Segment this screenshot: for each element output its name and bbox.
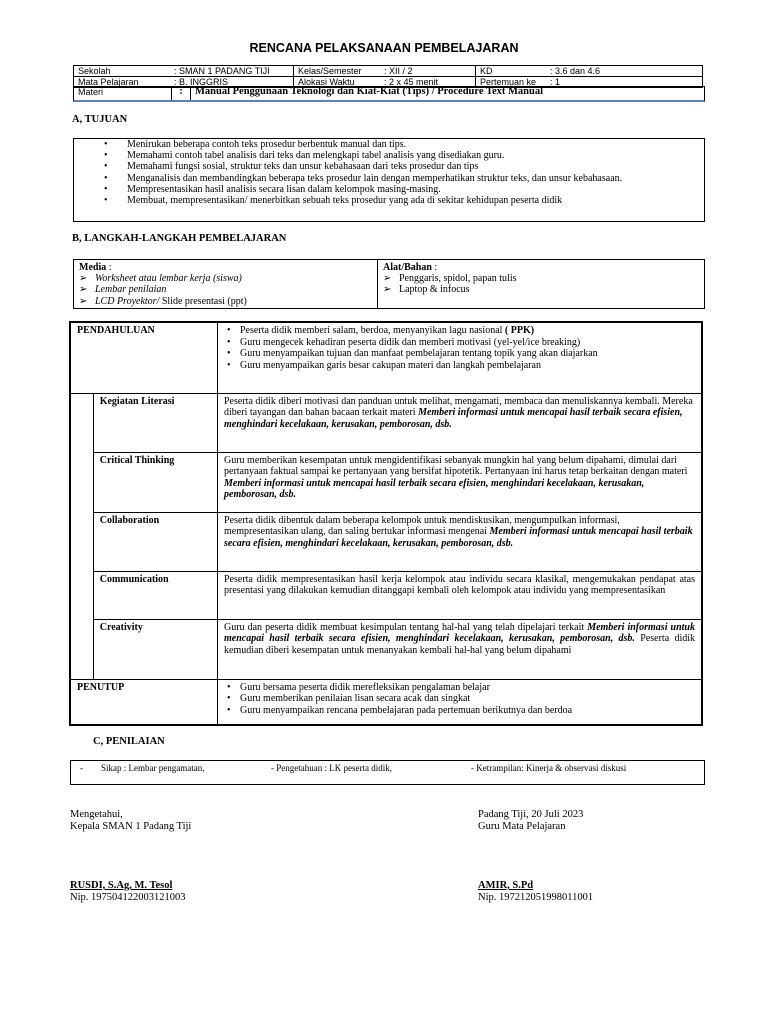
media-item: Worksheet atau lembar kerja (siswa) [95, 273, 242, 285]
sig-left-line2: Kepala SMAN 1 Padang Tiji [70, 821, 192, 832]
list-item: • Guru mengecek kehadiran peserta didik dan memberi motivasi (yel-yel/ice breaking) [224, 337, 695, 349]
kelas-label: Kelas/Semester [294, 66, 381, 77]
arrow-icon: ➢ [79, 273, 88, 285]
pendahuluan-content [218, 322, 703, 393]
tujuan-heading: A, TUJUAN [72, 114, 128, 125]
alat-label: Alat/Bahan [383, 262, 432, 273]
literasi-content: Peserta didik diberi motivasi dan panduan untuk melihat, mengamati, membaca dan menuliskannya kembali. Mereka diberi tayangan dan bahan bacaan terkait materi Memberi informasi untuk mencapai hasil terbaik secara efisien, menghindari kecelakaan, kerusakan, pemborosan, dsb. [218, 393, 703, 452]
core-gutter [70, 393, 93, 679]
tujuan-item: • Menirukan beberapa contoh teks prosedur berbentuk manual dan tips. [74, 139, 704, 150]
list-item: • Guru menyampaikan tujuan dan manfaat pembelajaran tentang topik yang akan diajarkan [224, 348, 695, 360]
materi-value: Manual Penggunaan Teknologi dan Kiat-Kiat (Tips) / Procedure Text Manual [195, 86, 544, 97]
headmaster-name: RUSDI, S.Ag, M. Tesol [70, 880, 173, 891]
sekolah-value: : SMAN 1 PADANG TIJI [170, 66, 294, 77]
penutup-content [218, 679, 703, 725]
langkah-heading: B, LANGKAH-LANGKAH PEMBELAJARAN [72, 233, 287, 244]
sig-right-line1: Padang Tiji, 20 Juli 2023 [478, 809, 584, 820]
headmaster-nip: Nip. 197504122003121003 [70, 892, 186, 903]
comm-label: Communication [93, 571, 217, 619]
arrow-icon: ➢ [79, 284, 88, 296]
arrow-icon: ➢ [79, 295, 88, 307]
collab-content: Peserta didik dibentuk dalam beberapa kelompok untuk mendiskusikan, mengumpulkan informasi, mempresentasikan ulang, dan saling bertukar informasi mengenai Memberi informasi untuk mencapai hasil terbaik secara efisien, menghindari kecelakaan, kerusakan, pemborosan, dsb. [218, 512, 703, 571]
signature-left [70, 809, 191, 833]
media-colon: : [106, 262, 112, 273]
teacher-name: AMIR, S.Pd [478, 880, 534, 891]
signature-right-name [478, 880, 593, 904]
tujuan-box [73, 138, 705, 222]
alat-colon: : [431, 262, 438, 273]
kelas-value: : XII / 2 [380, 66, 476, 77]
penilaian-heading: C, PENILAIAN [93, 736, 165, 747]
mapel-value: : B. INGGRIS [170, 77, 294, 88]
comm-content: Peserta didik mempresentasikan hasil kerja kelompok atau individu secara klasikal, mengemukakan pendapat atas presentasi yang dilakukan kemudian ditanggapi kembali oleh kelompok atau individu yang mempresentasikan [218, 571, 703, 619]
creat-content: Guru dan peserta didik membuat kesimpulan tentang hal-hal yang telah dipelajari terkait Memberi informasi untuk mencapai hasil terbaik secara efisien, menghindari kecelakaan, kerusakan, pemborosan, dsb. Peserta didik kemudian diberi kesempatan untuk menanyakan kembali hal-hal yang belum dipahami [218, 619, 703, 679]
media-item: Lembar penilaian [95, 284, 167, 296]
sig-left-line1: Mengetahui, [70, 809, 123, 820]
list-item: • Guru menyampaikan garis besar cakupan materi dan langkah pembelajaran [224, 360, 695, 372]
media-item: LCD Proyektor/ [95, 295, 160, 307]
media-column [74, 260, 378, 308]
pertemuan-value: : 1 [546, 77, 703, 88]
signature-right [478, 809, 583, 833]
list-item: • Guru memberikan penilaian lisan secara acak dan singkat [224, 693, 695, 705]
penilaian-box [70, 760, 705, 785]
collab-label: Collaboration [93, 512, 217, 571]
media-label: Media [79, 262, 107, 273]
alokasi-label: Alokasi Waktu [294, 77, 381, 88]
tujuan-item: • Memahami contoh tabel analisis dari teks dan melengkapi tabel analisis yang disediakan guru. [74, 150, 704, 161]
penutup-label: PENUTUP [70, 679, 218, 725]
literasi-label: Kegiatan Literasi [93, 393, 217, 452]
critical-label: Critical Thinking [93, 452, 217, 512]
penilaian-pengetahuan: - Pengetahuan : LK peserta didik, [271, 763, 392, 773]
ppk-label: ( PPK) [504, 325, 535, 336]
alat-column [378, 260, 704, 308]
materi-row [73, 86, 705, 102]
alat-item: Penggaris, spidol, papan tulis [399, 273, 517, 285]
kd-value: : 3.6 dan 4.6 [546, 66, 703, 77]
header-info-table [73, 65, 703, 88]
creat-label: Creativity [93, 619, 217, 679]
tujuan-list [74, 139, 704, 206]
critical-content: Guru memberikan kesempatan untuk mengidentifikasi sebanyak mungkin hal yang belum dipahami, dimulai dari pertanyaan faktual sampai ke pertanyaan yang bersifat hipotetik. Pertanyaan ini harus tetap berkaitan dengan materi Memberi informasi untuk mencapai hasil terbaik secara efisien, menghindari kecelakaan, kerusakan, pemborosan, dsb. [218, 452, 703, 512]
tujuan-item: • Menganalisis dan membandingkan beberapa teks prosedur lain dengan memperhatikan struktur teks, dan unsur kebahasaan. [74, 173, 704, 184]
kegiatan-table [69, 321, 703, 726]
media-item-rest: Slide presentasi (ppt) [159, 295, 247, 307]
alat-item: Laptop & infocus [399, 284, 470, 296]
penilaian-dash: - [80, 763, 83, 773]
arrow-icon: ➢ [383, 284, 392, 296]
alokasi-value: : 2 x 45 menit [380, 77, 476, 88]
sekolah-label: Sekolah [74, 66, 171, 77]
list-item: • Guru menyampaikan rencana pembelajaran pada pertemuan berikutnya dan berdoa [224, 705, 695, 717]
materi-label: Materi [78, 87, 104, 97]
sig-right-line2: Guru Mata Pelajaran [478, 821, 566, 832]
materi-colon: : [171, 86, 191, 100]
penilaian-ketrampilan: - Ketrampilan: Kinerja & observasi diskusi [471, 763, 627, 773]
list-item: • Guru bersama peserta didik merefleksikan pengalaman belajar [224, 682, 695, 694]
arrow-icon: ➢ [383, 273, 392, 285]
pertemuan-label: Pertemuan ke [476, 77, 547, 88]
mapel-label: Mata Pelajaran [74, 77, 171, 88]
document-title: RENCANA PELAKSANAAN PEMBELAJARAN [249, 41, 519, 55]
pendahuluan-label: PENDAHULUAN [70, 322, 218, 393]
teacher-nip: Nip. 197212051998011001 [478, 892, 594, 903]
tujuan-item: • Memahami fungsi sosial, struktur teks dan unsur kebahasaan dari teks prosedur dan tips [74, 161, 704, 172]
tujuan-item: • Membuat, mempresentasikan/ menerbitkan sebuah teks prosedur yang ada di sekitar kehidupan peserta didik [74, 195, 704, 206]
tujuan-item: • Mempresentasikan hasil analisis secara lisan dalam kelompok masing-masing. [74, 184, 704, 195]
media-table [73, 259, 705, 309]
list-item: • Peserta didik memberi salam, berdoa, menyanyikan lagu nasional ( PPK) [224, 325, 695, 337]
signature-left-name [70, 880, 186, 904]
penilaian-sikap: Sikap : Lembar pengamatan, [101, 763, 205, 773]
kd-label: KD [476, 66, 547, 77]
